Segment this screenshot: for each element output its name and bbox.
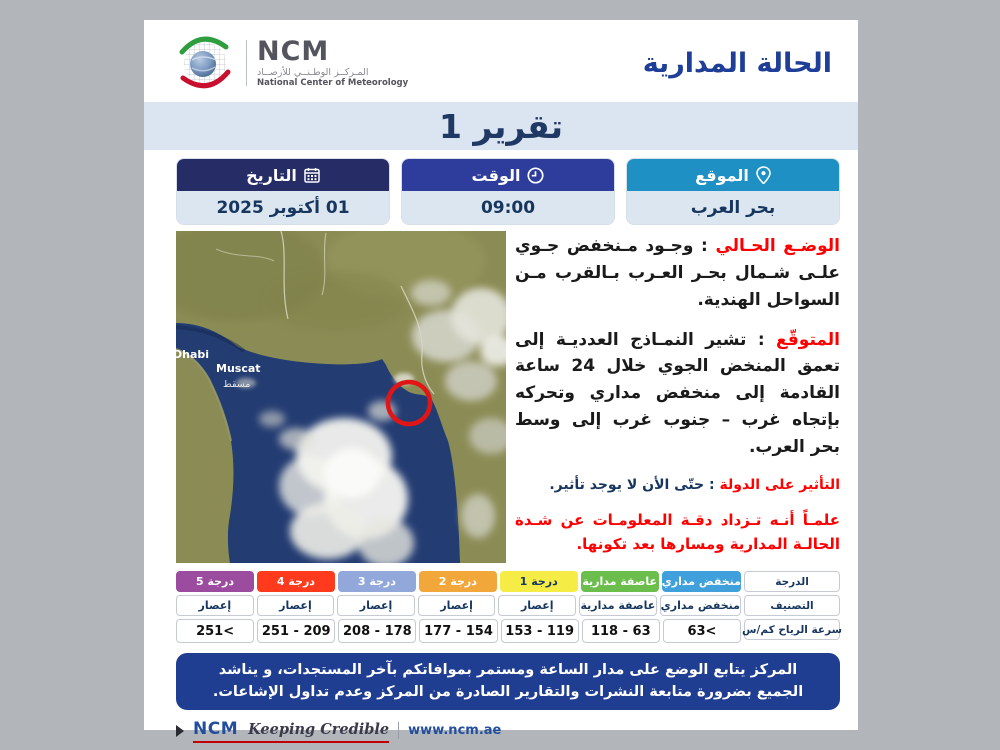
- brand-line: [144, 710, 858, 743]
- scale-classification-cell: منخفض مداري: [660, 595, 741, 616]
- brand-divider: [398, 722, 399, 739]
- scale-classification-cell: عاصفة مدارية: [579, 595, 657, 616]
- time-card: [401, 158, 615, 225]
- date-card: [176, 158, 390, 225]
- country-impact-label: التأثير على الدولة: [719, 476, 840, 493]
- scale-classification-cell: إعصار: [418, 595, 496, 616]
- report-number-banner: [144, 102, 858, 150]
- ncm-globe-icon: [174, 34, 236, 92]
- header: [144, 20, 858, 98]
- scale-wind-cell: 251 - 209: [257, 619, 335, 643]
- country-impact-text: : حتّى الأن لا يوجد تأثير.: [549, 476, 720, 493]
- location-pin-icon: [756, 166, 771, 184]
- clock-icon: [527, 167, 544, 184]
- cyclone-scale-table: [144, 563, 858, 643]
- forecast-paragraph: [515, 327, 840, 461]
- disclaimer-paragraph: [515, 509, 840, 556]
- location-card-value: بحر العرب: [627, 191, 839, 224]
- date-card-value: 01 أكتوبر 2025: [177, 191, 389, 224]
- scale-wind-cell: 118 - 63: [582, 619, 660, 643]
- report-text-column: [515, 231, 840, 556]
- scale-wind-row: [176, 619, 840, 643]
- scale-degree-cell: عاصفة مدارية: [581, 571, 659, 592]
- scale-degree-cell: درجة 5: [176, 571, 254, 592]
- satellite-map-image: [176, 231, 506, 563]
- scale-degree-cell: منخفض مداري: [662, 571, 741, 592]
- scale-degree-cell: درجة 3: [338, 571, 416, 592]
- report-number-text: تقرير 1: [438, 106, 564, 146]
- scale-classification-cell: إعصار: [337, 595, 415, 616]
- brand-acronym: NCM: [193, 718, 239, 739]
- logo-divider: [246, 40, 247, 86]
- scale-degree-cell: درجة 4: [257, 571, 335, 592]
- scale-wind-cell: 177 - 154: [419, 619, 497, 643]
- scale-classification-cell: إعصار: [257, 595, 335, 616]
- website-url[interactable]: www.ncm.ae: [408, 723, 502, 739]
- info-cards-row: [144, 150, 858, 225]
- forecast-label: المتوقّع: [776, 329, 840, 350]
- scale-wind-row-label: سرعة الرياح كم/س: [744, 619, 840, 640]
- brand-underlined-group: [193, 719, 389, 743]
- scale-wind-cell: 208 - 178: [338, 619, 416, 643]
- scale-classification-row-label: التصنيف: [744, 595, 840, 616]
- location-card-label: الموقع: [695, 165, 749, 185]
- location-card: [626, 158, 840, 225]
- logo-name-arabic: المـركــز الوطـنــي للأرصــاد: [257, 66, 369, 78]
- main-content: [144, 225, 858, 563]
- date-card-label: التاريخ: [246, 165, 297, 185]
- scale-wind-cell: 153 - 119: [501, 619, 579, 643]
- scale-classification-row: [176, 595, 840, 616]
- scale-degree-row-label: الدرجة: [744, 571, 840, 592]
- forecast-text: : تشير النمـاذج العدديـة إلى تعمق المنخض الجوي خلال 24 ساعة القادمة إلى منخفض مداري وتحركه بإتجاه غرب – جنوب غرب إلى وسط بحر العرب.: [515, 329, 840, 458]
- scale-wind-cell: 251<: [176, 619, 254, 643]
- logo-text: [257, 38, 408, 87]
- calendar-icon: [304, 167, 320, 183]
- footer-notice: المركز يتابع الوضع على مدار الساعة ومستمر بموافاتكم بآخر المستجدات، و يناشد الجميع بضرورة متابعة النشرات والتقارير الصادرة من المركز وعدم تداول الإشاعات.: [176, 653, 840, 710]
- scale-classification-cell: إعصار: [498, 595, 576, 616]
- time-card-header: [402, 159, 614, 191]
- scale-degree-cell: درجة 2: [419, 571, 497, 592]
- satellite-map: [176, 231, 506, 563]
- scale-wind-cell: 63<: [663, 619, 741, 643]
- footer-notice-wrap: [144, 646, 858, 710]
- logo-name-english: National Center of Meteorology: [257, 77, 409, 88]
- map-label-dhabi: Dhabi: [176, 348, 210, 361]
- current-situation-label: الوضـع الحـالي: [715, 236, 840, 256]
- current-situation-text: : وجـود مـنخفض جـوي علـى شـمال بحـر العـرب بـالقرب مـن السواحل الهندية.: [515, 236, 840, 310]
- map-label-muscat-arabic: مسقط: [223, 379, 251, 390]
- report-card: [144, 20, 858, 739]
- country-impact-paragraph: [515, 474, 840, 496]
- current-situation-paragraph: [515, 233, 840, 314]
- ncm-logo: [174, 34, 408, 92]
- location-card-header: [627, 159, 839, 191]
- map-label-muscat: Muscat: [216, 362, 261, 375]
- page-title: الحالة المدارية: [642, 47, 832, 79]
- brand-arrow-icon: [176, 725, 184, 737]
- logo-acronym: NCM: [257, 36, 330, 68]
- scale-degree-cell: درجة 1: [500, 571, 578, 592]
- time-card-value: 09:00: [402, 191, 614, 224]
- time-card-label: الوقت: [471, 165, 521, 185]
- date-card-header: [177, 159, 389, 191]
- scale-classification-cell: إعصار: [176, 595, 254, 616]
- disclaimer-text: علمـاً أنـه تـزداد دقـة المعلومـات عن شـدة الحالـة المدارية ومسارها بعد تكونها.: [515, 510, 840, 553]
- brand-slogan: Keeping Credible: [248, 720, 390, 738]
- scale-degree-row: [176, 571, 840, 592]
